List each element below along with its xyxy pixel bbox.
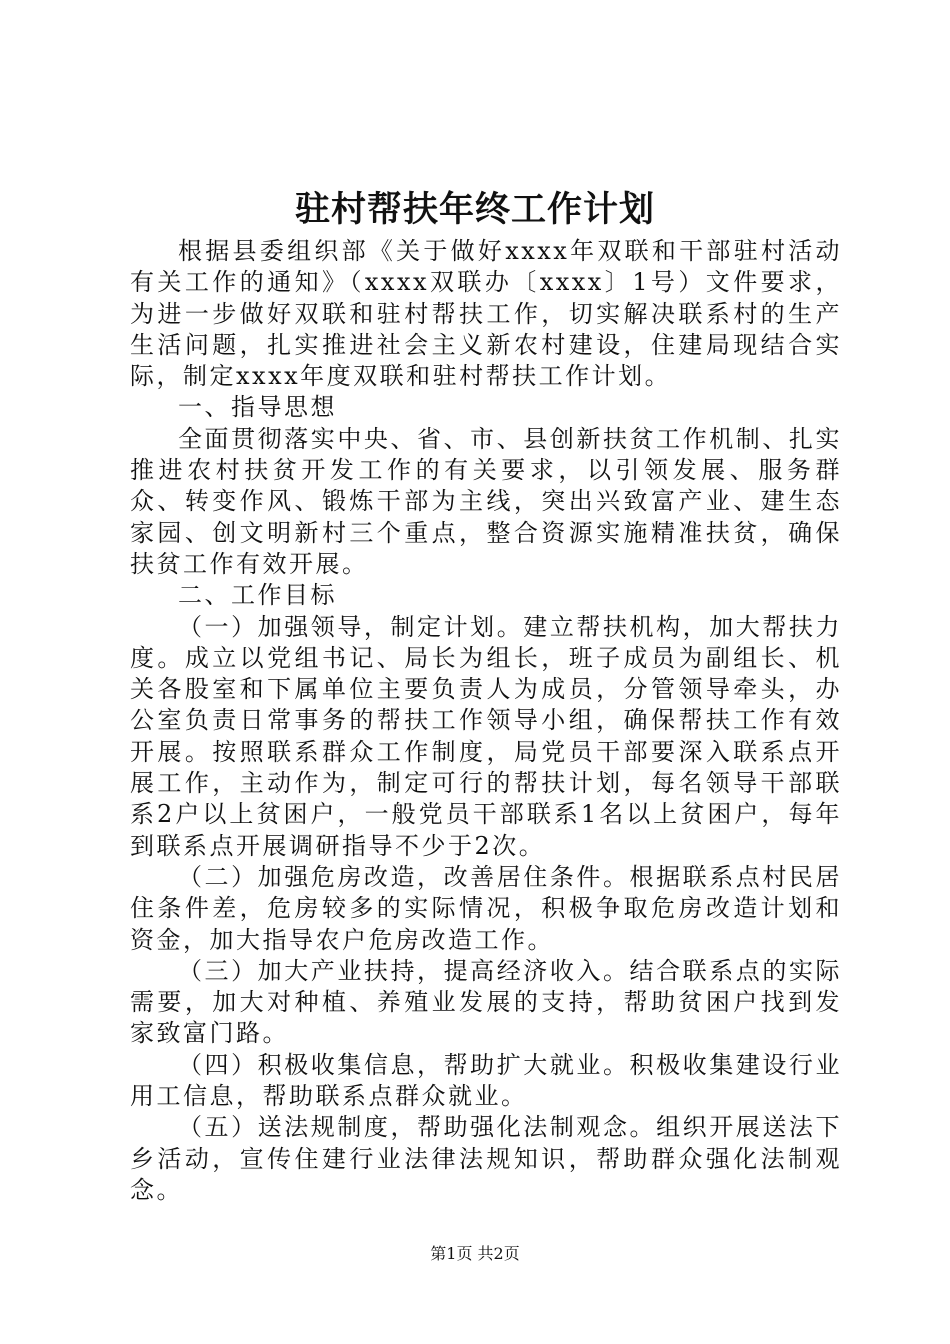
- paragraph-guiding-thought: 全面贯彻落实中央、省、市、县创新扶贫工作机制、扎实推进农村扶贫开发工作的有关要求，以引领发展、服务群众、转变作风、锻炼干部为主线，突出兴致富产业、建生态家园、创文明新村三个重点，整合资源实施精准扶贫，确保扶贫工作有效开展。: [130, 424, 842, 578]
- section-heading-guiding-thought: 一、指导思想: [178, 393, 337, 422]
- document-body: [130, 236, 842, 1206]
- paragraph-goal-5: （五）送法规制度，帮助强化法制观念。组织开展送法下乡活动，宣传住建行业法律法规知识，帮助群众强化法制观念。: [130, 1113, 842, 1204]
- paragraph-goal-1: （一）加强领导，制定计划。建立帮扶机构，加大帮扶力度。成立以党组书记、局长为组长，班子成员为副组长、机关各股室和下属单位主要负责人为成员，分管领导牵头，办公室负责日常事务的帮扶工作领导小组，确保帮扶工作有效开展。按照联系群众工作制度，局党员干部要深入联系点开展工作，主动作为，制定可行的帮扶计划，每名领导干部联系2户以上贫困户，一般党员干部联系1名以上贫困户，每年到联系点开展调研指导不少于2次。: [130, 612, 842, 860]
- paragraph-intro: 根据县委组织部《关于做好xxxx年双联和干部驻村活动有关工作的通知》（xxxx双联办〔xxxx〕1号）文件要求，为进一步做好双联和驻村帮扶工作，切实解决联系村的生产生活问题，扎实推进社会主义新农村建设，住建局现结合实际，制定xxxx年度双联和驻村帮扶工作计划。: [130, 237, 842, 391]
- paragraph-goal-4: （四）积极收集信息，帮助扩大就业。积极收集建设行业用工信息，帮助联系点群众就业。: [130, 1050, 842, 1111]
- paragraph-goal-3: （三）加大产业扶持，提高经济收入。结合联系点的实际需要，加大对种植、养殖业发展的支持，帮助贫困户找到发家致富门路。: [130, 956, 842, 1048]
- document-title: 驻村帮扶年终工作计划: [294, 189, 655, 230]
- paragraph-goal-2: （二）加强危房改造，改善居住条件。根据联系点村民居住条件差，危房较多的实际情况，积极争取危房改造计划和资金，加大指导农户危房改造工作。: [130, 862, 842, 954]
- section-heading-work-goals: 二、工作目标: [178, 581, 337, 610]
- page-number-footer: 第1页 共2页: [430, 1244, 520, 1263]
